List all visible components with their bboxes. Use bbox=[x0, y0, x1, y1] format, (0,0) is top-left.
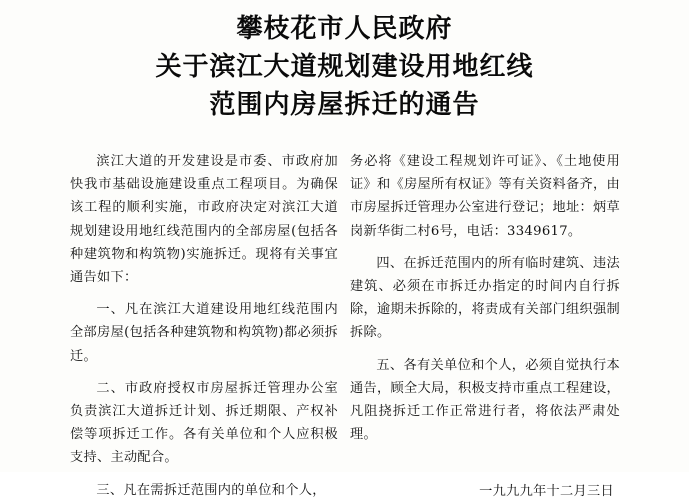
item-3-continuation: 务必将《建设工程规划许可证》、《土地使用证》和《房屋所有权证》等有关资料备齐，由市房屋拆迁管理办公室进行登记；地址：炳草岗新华街二村6号，电话：3349617。 bbox=[350, 154, 620, 239]
title-line-3: 范围内房屋拆迁的通告 bbox=[209, 90, 480, 120]
item-1-paragraph: 一、凡在滨江大道建设用地红线范围内全部房屋(包括各种建筑物和构筑物)都必须拆迁。 bbox=[70, 302, 338, 364]
intro-paragraph: 滨江大道的开发建设是市委、市政府加快我市基础设施建设重点工程项目。为确保该工程的顺利实施，市政府决定对滨江大道规划建设用地红线范围内的全部房屋(包括各种建筑物和构筑物)实施拆迁。现将有关事宜通告如下： bbox=[70, 154, 338, 286]
item-4-paragraph: 四、在拆迁范围内的所有临时建筑、违法建筑、必须在市拆迁办指定的时间内自行拆除，逾期未拆除的，将责成有关部门组织强制拆除。 bbox=[350, 255, 620, 341]
notice-title bbox=[0, 10, 689, 124]
notice-date: 一九九九年十二月三日 bbox=[479, 484, 614, 500]
item-2-paragraph: 二、市政府授权市房屋拆迁管理办公室负责滨江大道拆迁计划、拆迁期限、产权补偿等项拆迁工作。各有关单位和个人应积极支持、主动配合。 bbox=[70, 380, 338, 466]
item-5-paragraph: 五、各有关单位和个人，必须自觉执行本通告，顾全大局，积极支持市重点工程建设，凡阻挠拆迁工作正常进行者，将依法严肃处理。 bbox=[350, 357, 620, 443]
issuer-line: 攀枝花市人民政府 bbox=[236, 14, 453, 44]
right-column bbox=[350, 150, 620, 504]
item-3-start-paragraph: 三、凡在需拆迁范围内的单位和个人， bbox=[96, 482, 326, 498]
title-line-2: 关于滨江大道规划建设用地红线 bbox=[155, 52, 534, 82]
left-column bbox=[70, 150, 338, 502]
